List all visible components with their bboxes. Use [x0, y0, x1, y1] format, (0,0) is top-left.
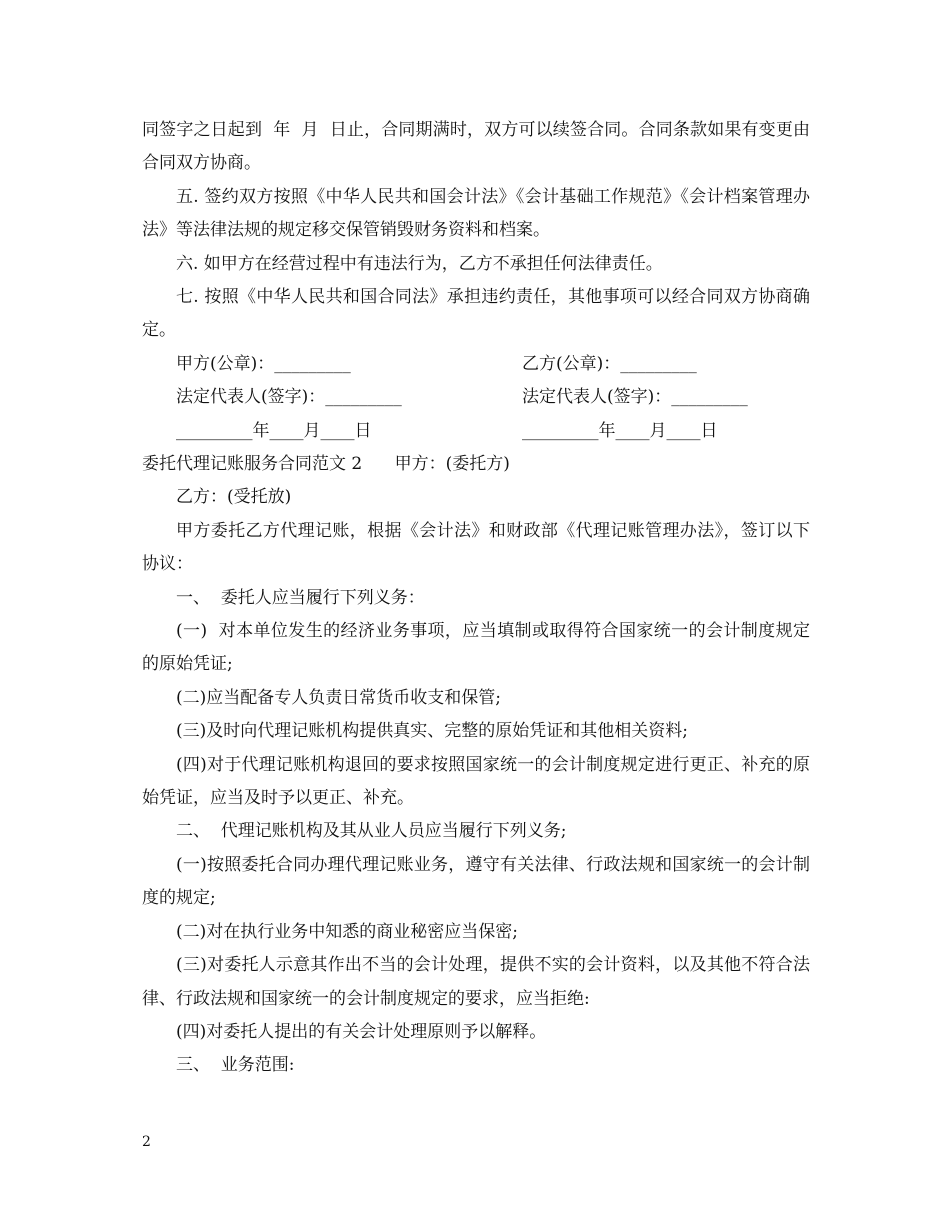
party-b-representative: 法定代表人(签字)：_________	[522, 387, 748, 408]
document-body	[142, 114, 810, 1083]
paragraph: 三、 业务范围:	[176, 1055, 295, 1076]
paragraph: 同签字之日起到 年 月 日止，合同期满时，双方可以续签合同。合同条款如果有变更由合同双方协商。	[142, 120, 810, 174]
signature-row-date	[142, 415, 810, 448]
paragraph: 乙方：(受托放)	[176, 487, 292, 508]
party-a-representative: 法定代表人(签字)：_________	[176, 387, 402, 408]
paragraphs-top	[142, 114, 810, 348]
page-number: 2	[142, 1134, 151, 1150]
party-b-seal: 乙方(公章)：_________	[522, 353, 697, 374]
paragraph: 一、 委托人应当履行下列义务：	[176, 587, 425, 608]
paragraph: (三)及时向代理记账机构提供真实、完整的原始凭证和其他相关资料;	[176, 721, 688, 742]
signature-row-seal	[142, 348, 810, 381]
paragraph: 二、 代理记账机构及其从业人员应当履行下列义务;	[176, 821, 567, 842]
paragraph: (三)对委托人示意其作出不当的会计处理，提供不实的会计资料，以及其他不符合法律、行政法规和国家统一的会计制度规定的要求，应当拒绝:	[142, 955, 810, 1009]
paragraph: 委托代理记账服务合同范文 2 甲方：(委托方)	[142, 454, 510, 475]
paragraph: 六. 如甲方在经营过程中有违法行为，乙方不承担任何法律责任。	[176, 253, 663, 274]
signature-row-representative	[142, 381, 810, 414]
paragraphs-bottom	[142, 448, 810, 1083]
party-a-seal: 甲方(公章)：_________	[176, 353, 351, 374]
paragraph: (一) 对本单位发生的经济业务事项，应当填制或取得符合国家统一的会计制度规定的原始凭证;	[142, 621, 810, 675]
party-a-date: _________年____月____日	[176, 420, 372, 441]
paragraph: (二)应当配备专人负责日常货币收支和保管;	[176, 687, 501, 708]
paragraph: (一)按照委托合同办理代理记账业务，遵守有关法律、行政法规和国家统一的会计制度的规定;	[142, 854, 810, 909]
paragraph: 五. 签约双方按照《中华人民共和国会计法》《会计基础工作规范》《会计档案管理办法》等法律法规的规定移交保管销毁财务资料和档案。	[142, 186, 810, 241]
paragraph: 七. 按照《中华人民共和国合同法》承担违约责任，其他事项可以经合同双方协商确定。	[142, 287, 810, 341]
party-b-date: _________年____月____日	[522, 420, 718, 441]
paragraph: (二)对在执行业务中知悉的商业秘密应当保密;	[176, 921, 518, 942]
paragraph: 甲方委托乙方代理记账，根据《会计法》和财政部《代理记账管理办法》，签订以下协议：	[142, 520, 810, 575]
paragraph: (四)对于代理记账机构退回的要求按照国家统一的会计制度规定进行更正、补充的原始凭证，应当及时予以更正、补充。	[142, 754, 810, 809]
paragraph: (四)对委托人提出的有关会计处理原则予以解释。	[176, 1021, 547, 1042]
